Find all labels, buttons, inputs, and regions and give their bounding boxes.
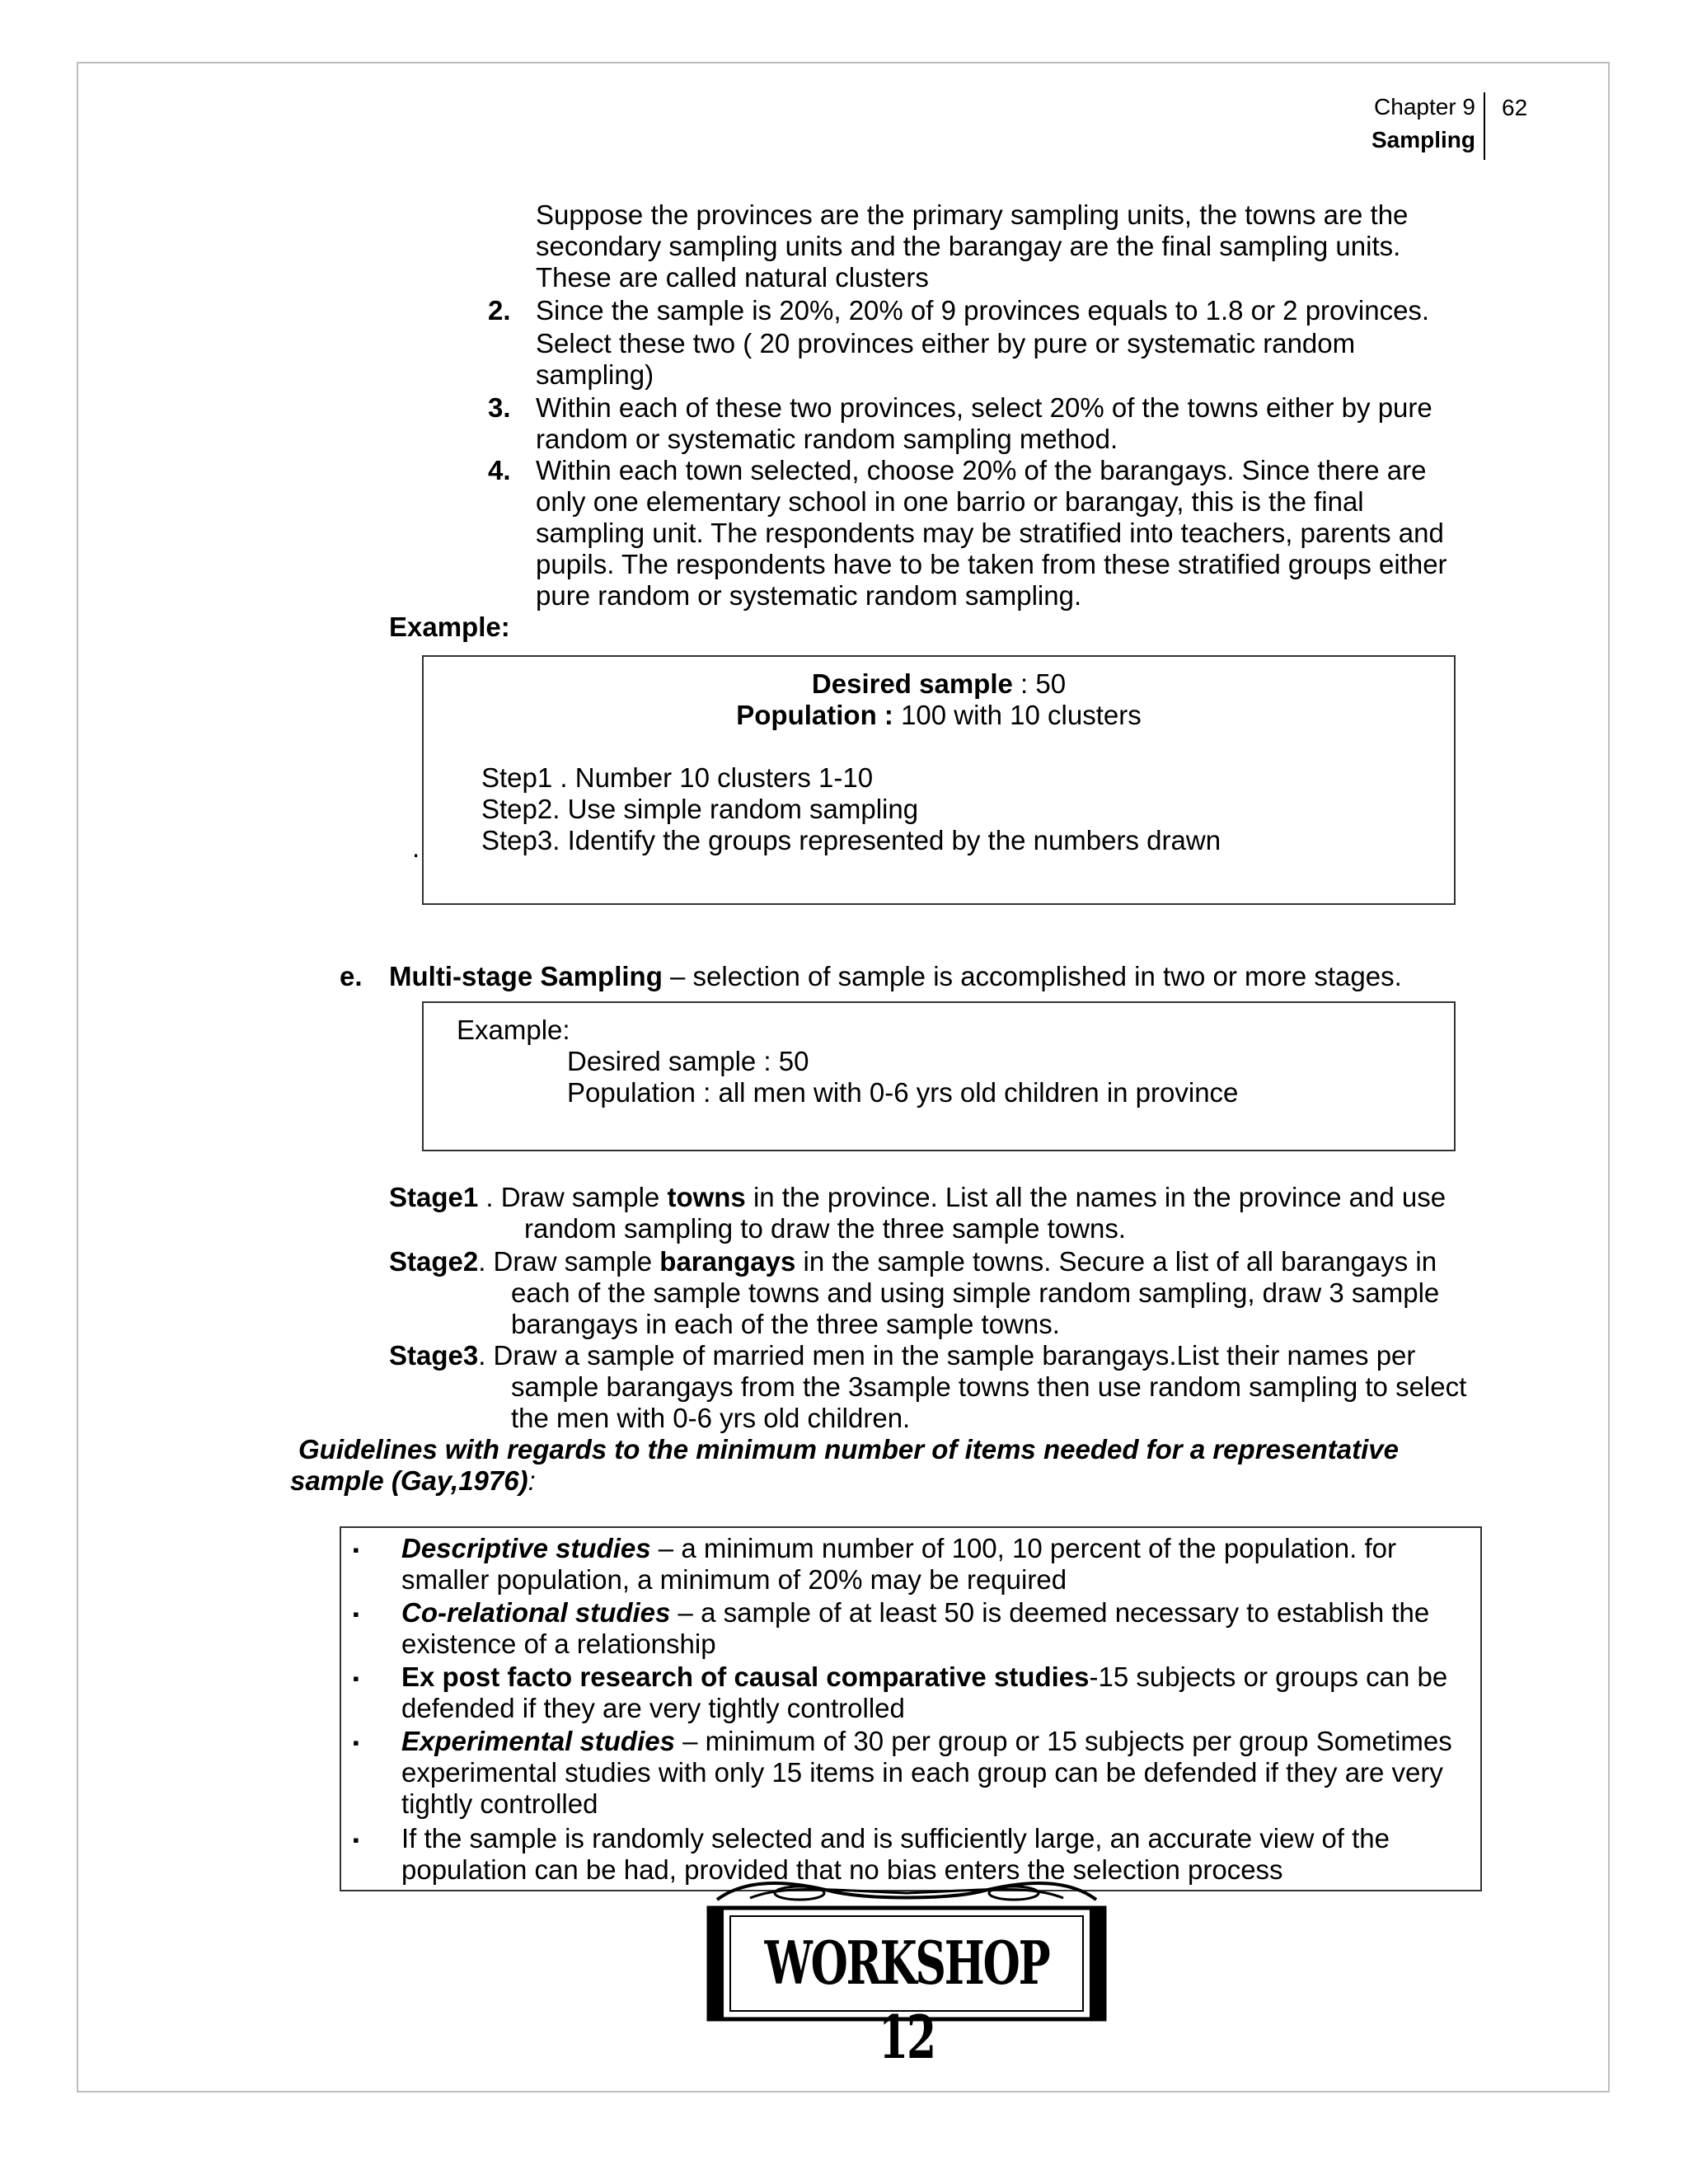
workshop-banner [701, 1875, 1113, 2072]
intro-line: These are called natural clusters [536, 262, 929, 293]
header-divider [1484, 92, 1485, 160]
guidelines-citation: sample (Gay,1976) [290, 1465, 528, 1496]
page-number: 62 [1502, 95, 1528, 120]
multistage-term: Multi-stage Sampling [389, 961, 663, 991]
guideline-text: – a minimum number of 100, 10 percent of the population. for [650, 1533, 1396, 1563]
stage1-text-a: . Draw sample [478, 1182, 668, 1212]
stage3-text-a: . Draw a sample of married men in the sample barangays.List their names per [478, 1340, 1416, 1371]
stage3-line3: the men with 0-6 yrs old children. [511, 1403, 911, 1433]
step-line: Within each of these two provinces, select 20% of the towns either by pure [536, 392, 1432, 423]
stage3-label: Stage3 [389, 1340, 479, 1371]
cluster-step: Step1 . Number 10 clusters 1-10 [481, 762, 874, 793]
example-label: Example: [389, 612, 510, 642]
guideline-correlational-cont: existence of a relationship [401, 1629, 716, 1659]
guideline-text: – a sample of at least 50 is deemed necessary to establish the [670, 1597, 1430, 1628]
multistage-definition [389, 961, 1402, 992]
guideline-random-cont: population can be had, provided that no bias enters the selection process [401, 1854, 1283, 1885]
guideline-experimental-cont: experimental studies with only 15 items in each group can be defended if they are very [401, 1757, 1443, 1788]
intro-line: secondary sampling units and the barangay are the final sampling units. [536, 231, 1401, 261]
step-line: sampling unit. The respondents may be stratified into teachers, parents and [536, 518, 1444, 548]
stage2-label: Stage2 [389, 1246, 479, 1277]
cluster-example-box [422, 655, 1456, 905]
chapter-title: Sampling [1371, 127, 1475, 152]
workshop-title: WORKSHOP 12 [764, 1928, 1049, 2072]
stage1-text-b: in the province. List all the names in the province and use [745, 1182, 1447, 1212]
multistage-desired: Desired sample : 50 [567, 1046, 809, 1076]
guideline-term: Experimental studies [401, 1726, 675, 1756]
multistage-population: Population : all men with 0-6 yrs old children in province [567, 1077, 1239, 1108]
step-line: Within each town selected, choose 20% of the barangays. Since there are [536, 455, 1427, 485]
desired-sample-value: : 50 [1012, 668, 1067, 699]
guideline-experimental [401, 1726, 1452, 1757]
step-number: 3. [488, 392, 511, 423]
guideline-term: Descriptive studies [401, 1533, 651, 1563]
guideline-expostfacto-cont: defended if they are very tightly controlled [401, 1693, 905, 1723]
stage1-bold: towns [667, 1182, 746, 1212]
guideline-random: If the sample is randomly selected and is sufficiently large, an accurate view of the [401, 1823, 1390, 1854]
population-label: Population : [736, 700, 893, 730]
stage2-line1 [389, 1246, 1437, 1277]
step-line: Select these two ( 20 provinces either by pure or systematic random [536, 328, 1356, 359]
step-line: Since the sample is 20%, 20% of 9 provinces equals to 1.8 or 2 provinces. [536, 295, 1430, 326]
intro-line: Suppose the provinces are the primary sampling units, the towns are the [536, 199, 1409, 230]
guideline-term: Co-relational studies [401, 1597, 671, 1628]
step-number: 2. [488, 295, 511, 326]
multistage-example-label: Example: [457, 1015, 570, 1045]
step-line: random or systematic random sampling method. [536, 424, 1118, 454]
desired-sample-line [424, 668, 1454, 700]
stage2-text-b: in the sample towns. Secure a list of all barangays in [795, 1246, 1437, 1277]
stage2-bold: barangays [659, 1246, 796, 1277]
stage1-line1 [389, 1182, 1446, 1213]
guideline-term: Ex post facto research of causal comparative studies [401, 1661, 1090, 1692]
guideline-descriptive [401, 1533, 1396, 1564]
population-line [424, 700, 1454, 731]
step-number: 4. [488, 455, 511, 485]
guideline-text: -15 subjects or groups can be [1089, 1661, 1448, 1692]
guideline-correlational [401, 1597, 1429, 1629]
guidelines-heading-line2 [290, 1465, 536, 1497]
chapter-label: Chapter 9 [1374, 94, 1475, 120]
bullet-icon: ▪ [353, 1732, 359, 1753]
stage3-line1 [389, 1340, 1415, 1371]
desired-sample-label: Desired sample [811, 668, 1013, 699]
multistage-example-box [422, 1001, 1456, 1151]
section-letter: e. [340, 961, 363, 991]
step-line: only one elementary school in one barrio or barangay, this is the final [536, 486, 1364, 517]
cluster-step: Step3. Identify the groups represented by the numbers drawn [481, 825, 1221, 855]
guideline-text: – minimum of 30 per group or 15 subjects per group Sometimes [674, 1726, 1452, 1756]
running-header [1372, 91, 1475, 157]
guideline-experimental-cont2: tightly controlled [401, 1788, 598, 1819]
step-line: pure random or systematic random sampling. [536, 580, 1082, 611]
guideline-descriptive-cont: smaller population, a minimum of 20% may be required [401, 1564, 1067, 1595]
guidelines-colon: : [528, 1465, 536, 1496]
bullet-icon: ▪ [353, 1604, 359, 1624]
cluster-step: Step2. Use simple random sampling [481, 794, 919, 824]
bullet-icon: ▪ [353, 1830, 359, 1850]
guidelines-heading-line1: Guidelines with regards to the minimum number of items needed for a representative [298, 1434, 1399, 1465]
stage2-line2: each of the sample towns and using simple random sampling, draw 3 sample [511, 1277, 1440, 1308]
stage2-text-a: . Draw sample [478, 1246, 660, 1277]
stray-dot: . [412, 832, 420, 863]
stage1-line2: random sampling to draw the three sample towns. [524, 1213, 1127, 1244]
stage2-line3: barangays in each of the three sample towns. [511, 1309, 1060, 1339]
step-line: pupils. The respondents have to be taken from these stratified groups either [536, 549, 1447, 579]
stage3-line2: sample barangays from the 3sample towns then use random sampling to select [511, 1371, 1467, 1402]
bullet-icon: ▪ [353, 1668, 359, 1689]
population-value: 100 with 10 clusters [893, 700, 1142, 730]
guideline-expostfacto [401, 1661, 1447, 1693]
bullet-icon: ▪ [353, 1540, 359, 1560]
multistage-definition-text: – selection of sample is accomplished in two or more stages. [662, 961, 1402, 991]
stage1-label: Stage1 [389, 1182, 479, 1212]
step-line: sampling) [536, 359, 654, 390]
